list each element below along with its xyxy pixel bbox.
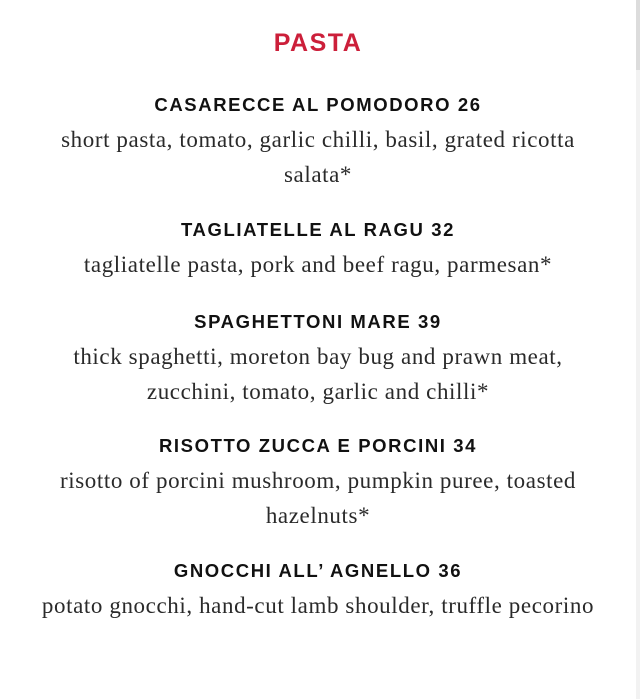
scrollbar-track[interactable] [636, 0, 640, 699]
scrollbar-thumb[interactable] [636, 0, 640, 70]
dish-description: potato gnocchi, hand-cut lamb shoulder, truffle pecorino [41, 593, 595, 618]
menu-item-risotto [0, 434, 636, 533]
dish-title: SPAGHETTONI MARE 39 [194, 311, 442, 332]
dish-title: TAGLIATELLE AL RAGU 32 [181, 219, 455, 240]
dish-title: GNOCCHI ALL’ AGNELLO 36 [173, 560, 463, 581]
section-title: PASTA [273, 29, 363, 57]
dish-description: thick spaghetti, moreton bay bug and prawn meat, zucchini, tomato, garlic and chilli* [73, 344, 563, 404]
dish-description: tagliatelle pasta, pork and beef ragu, parmesan* [83, 252, 553, 277]
menu-item-tagliatelle [0, 218, 636, 282]
dish-description: risotto of porcini mushroom, pumpkin puree, toasted hazelnuts* [59, 468, 577, 528]
menu-item-gnocchi [0, 559, 636, 623]
menu-item-spaghettoni [0, 310, 636, 409]
menu-item-casarecce [0, 93, 636, 192]
dish-title: RISOTTO ZUCCA E PORCINI 34 [158, 435, 478, 456]
dish-title: CASARECCE AL POMODORO 26 [154, 94, 482, 115]
dish-description: short pasta, tomato, garlic chilli, basil, grated ricotta salata* [61, 127, 575, 187]
